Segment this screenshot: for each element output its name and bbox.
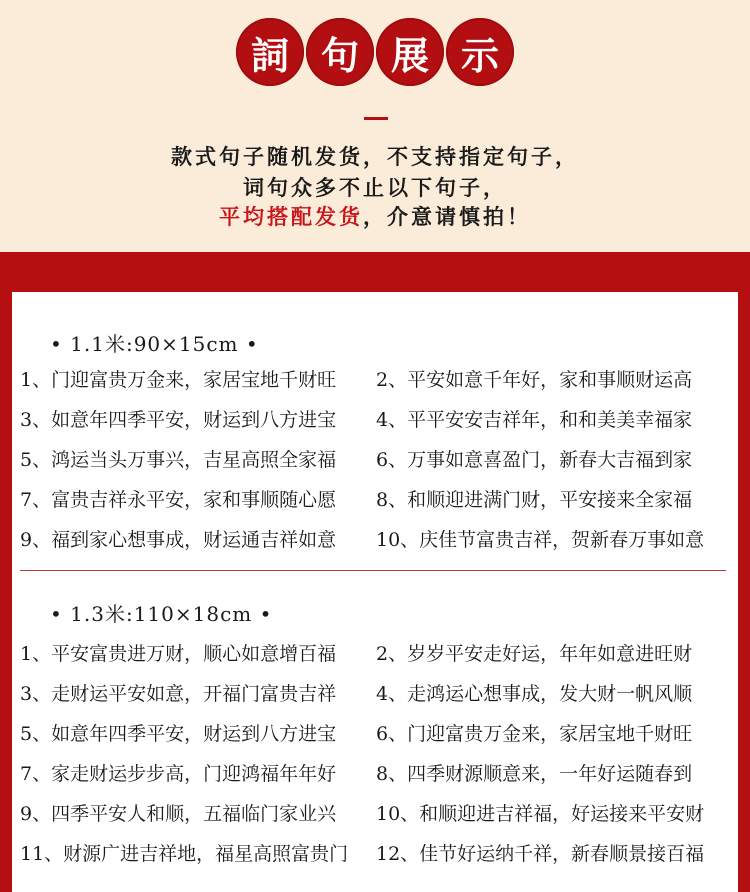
phrase: 4、平平安安吉祥年，和和美美幸福家: [376, 408, 693, 431]
phrase: 11、财源广进吉祥地，福星高照富贵门: [20, 842, 349, 865]
header-banner: [0, 0, 750, 252]
phrase: 4、走鸿运心想事成，发大财一帆风顺: [376, 682, 693, 705]
phrase: 10、和顺迎进吉祥福，好运接来平安财: [376, 802, 705, 825]
section-divider: [20, 570, 726, 571]
list-item: [20, 712, 734, 752]
section-heading-1-3m: • 1.3米:110×18cm •: [50, 602, 273, 626]
notice-line-2: 词句众多不止以下句子，: [243, 175, 507, 200]
phrase: 7、富贵吉祥永平安，家和事顺随心愿: [20, 488, 337, 511]
notice-line-3: [0, 201, 750, 231]
list-item: [20, 358, 734, 398]
title-char: 句: [306, 18, 374, 86]
notice-highlight: 平均搭配发货: [219, 204, 363, 229]
phrase-panel: [12, 292, 738, 892]
phrase: 5、鸿运当头万事兴，吉星高照全家福: [20, 448, 337, 471]
list-item: [20, 632, 734, 672]
phrase: 2、岁岁平安走好运，年年如意进旺财: [376, 642, 693, 665]
list-item: [20, 438, 734, 478]
list-item: [20, 832, 734, 872]
phrase-list-1-3m: [20, 632, 734, 872]
phrase: 9、福到家心想事成，财运通吉祥如意: [20, 528, 337, 551]
list-item: [20, 672, 734, 712]
phrase: 9、四季平安人和顺，五福临门家业兴: [20, 802, 337, 825]
phrase: 3、走财运平安如意，开福门富贵吉祥: [20, 682, 337, 705]
title-char: 詞: [236, 18, 304, 86]
notice-line-3-rest: ，介意请慎拍！: [363, 204, 531, 229]
phrase: 7、家走财运步步高，门迎鸿福年年好: [20, 762, 337, 785]
phrase: 1、门迎富贵万金来，家居宝地千财旺: [20, 368, 337, 391]
phrase: 3、如意年四季平安，财运到八方进宝: [20, 408, 337, 431]
phrase: 5、如意年四季平安，财运到八方进宝: [20, 722, 337, 745]
phrase: 2、平安如意千年好，家和事顺财运高: [376, 368, 693, 391]
title-divider: [364, 117, 388, 120]
list-item: [20, 518, 734, 558]
phrase: 6、万事如意喜盈门，新春大吉福到家: [376, 448, 693, 471]
section-heading-1-1m: • 1.1米:90×15cm •: [50, 332, 259, 356]
title-char: 示: [446, 18, 514, 86]
phrase-list-1-1m: [20, 358, 734, 558]
list-item: [20, 398, 734, 438]
list-item: [20, 478, 734, 518]
phrase: 6、门迎富贵万金来，家居宝地千财旺: [376, 722, 693, 745]
phrase: 8、四季财源顺意来，一年好运随春到: [376, 762, 693, 785]
notice-line-1: 款式句子随机发货，不支持指定句子，: [171, 144, 579, 169]
phrase: 12、佳节好运纳千祥，新春顺景接百福: [376, 842, 705, 865]
list-item: [20, 792, 734, 832]
title: [0, 18, 750, 86]
phrase: 10、庆佳节富贵吉祥，贺新春万事如意: [376, 528, 705, 551]
phrase: 8、和顺迎进满门财，平安接来全家福: [376, 488, 693, 511]
title-char: 展: [376, 18, 444, 86]
phrase: 1、平安富贵进万财，顺心如意增百福: [20, 642, 337, 665]
list-item: [20, 752, 734, 792]
